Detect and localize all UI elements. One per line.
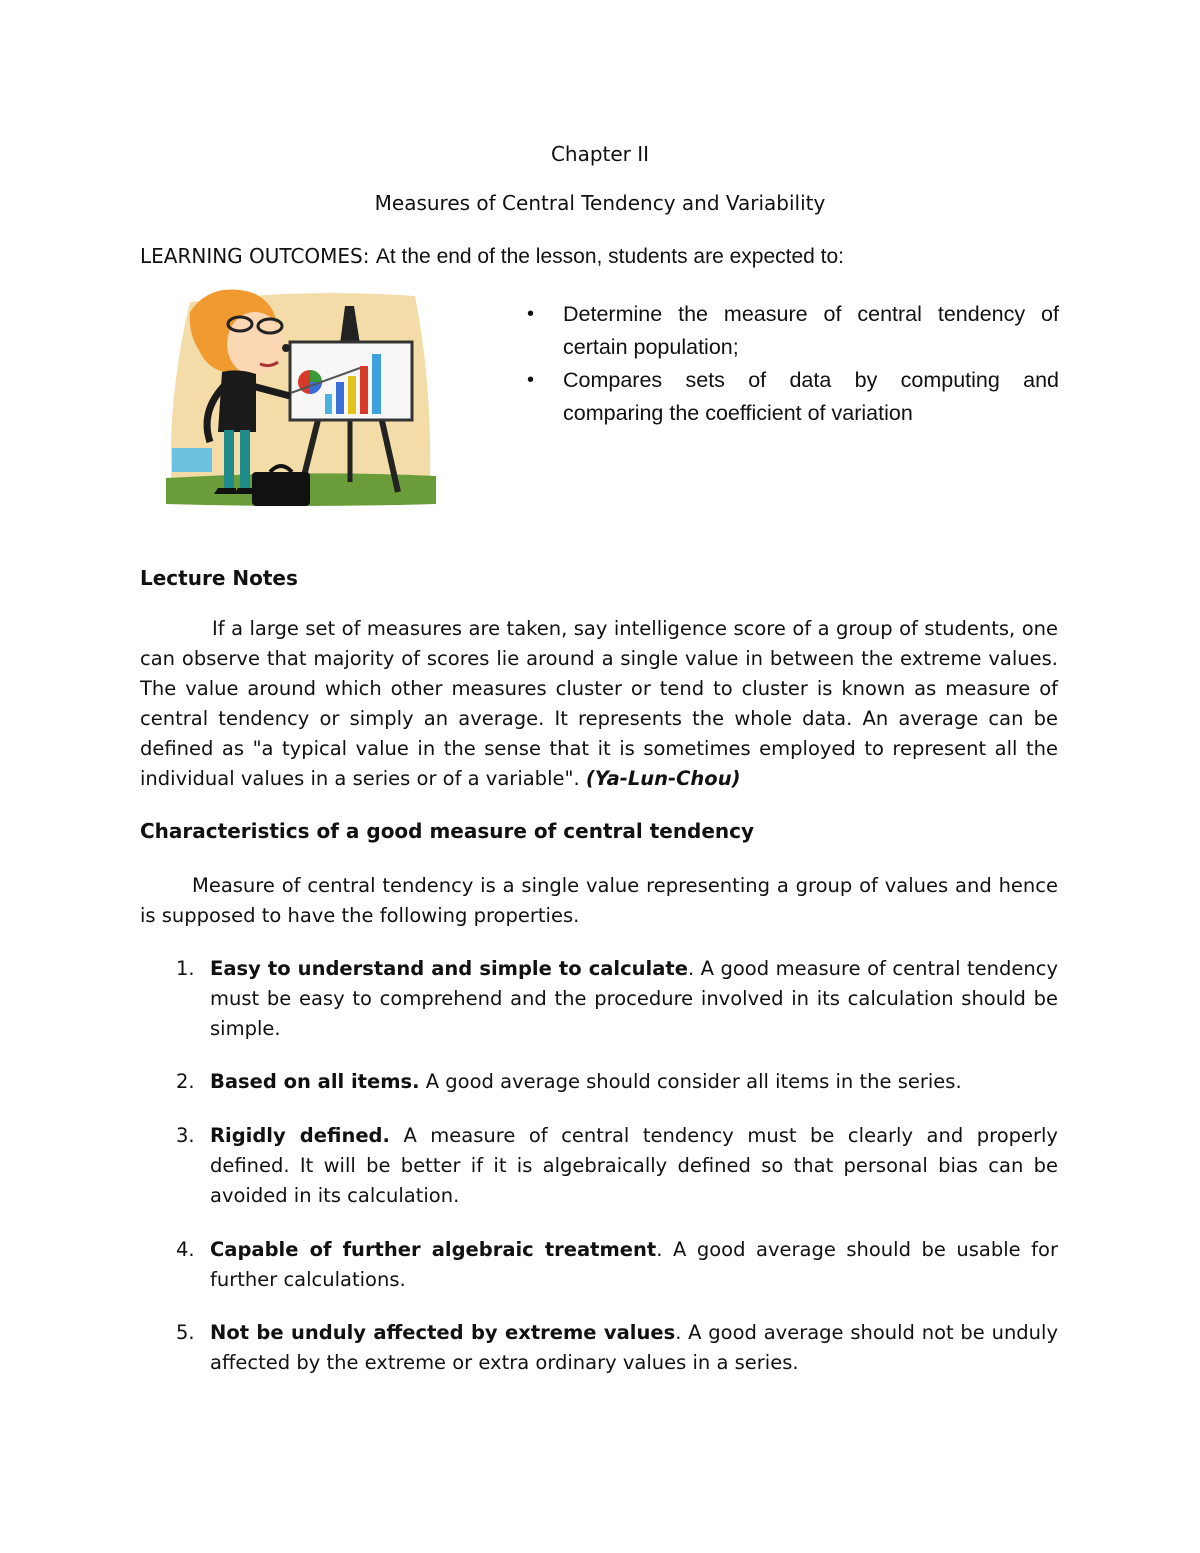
learning-outcomes-line <box>140 244 844 269</box>
list-item-body: A measure of central tendency must be clearly and properly defined. It will be better if it is algebraically defined so that personal bias can be avoided in its calculation. <box>210 1124 1058 1207</box>
list-item-number: 2. <box>176 1070 195 1093</box>
learning-outcomes-label: LEARNING OUTCOMES: <box>140 244 370 268</box>
list-item-body: . A good measure of central tendency must be easy to comprehend and the procedure involved in its calculation should be simple. <box>210 957 1058 1040</box>
characteristics-heading: Characteristics of a good measure of central tendency <box>140 819 755 843</box>
list-item-title: Capable of further algebraic treatment <box>210 1238 657 1261</box>
list-item-text <box>210 1121 1058 1211</box>
list-item-number: 1. <box>176 957 195 980</box>
lecture-notes-citation: (Ya-Lun-Chou) <box>585 767 741 790</box>
teacher-presenting-chart-illustration <box>160 282 440 514</box>
list-item-body: . A good average should be usable for further calculations. <box>210 1238 1058 1291</box>
list-item-text <box>210 1235 1058 1295</box>
lecture-notes-heading: Lecture Notes <box>140 566 298 590</box>
list-item-number: 4. <box>176 1238 195 1261</box>
characteristics-intro: Measure of central tendency is a single value representing a group of values and hence is supposed to have the following properties. <box>140 874 1058 927</box>
list-item-text <box>210 954 1058 1044</box>
list-item-text <box>210 1067 1058 1097</box>
learning-outcome-item: • Determine the measure of central tendency of certain population; <box>527 298 1059 364</box>
list-item-title: Easy to understand and simple to calculate <box>210 957 688 980</box>
list-item-title: Based on all items. <box>210 1070 420 1093</box>
list-item-body: A good average should consider all items in the series. <box>419 1070 962 1093</box>
list-item-number: 5. <box>176 1321 195 1344</box>
list-item-text <box>210 1318 1058 1378</box>
learning-outcomes-intro: At the end of the lesson, students are expected to: <box>375 245 845 268</box>
chapter-label: Chapter II <box>550 142 650 166</box>
list-item-title: Not be unduly affected by extreme values <box>210 1321 676 1344</box>
chapter-title: Measures of Central Tendency and Variability <box>374 191 826 215</box>
learning-outcomes-list <box>527 298 1059 430</box>
list-item-title: Rigidly defined. <box>210 1124 390 1147</box>
list-item-number: 3. <box>176 1124 195 1147</box>
learning-outcome-item: • Compares sets of data by computing and comparing the coefficient of variation <box>527 364 1059 430</box>
lecture-notes-paragraph <box>140 614 1058 794</box>
list-item-body: . A good average should not be unduly affected by the extreme or extra ordinary values in a series. <box>210 1321 1058 1374</box>
lecture-notes-text: If a large set of measures are taken, say intelligence score of a group of students, one can observe that majority of scores lie around a single value in between the extreme values. The value around which other measures cluster or tend to cluster is known as measure of central tendency or simply an average. It represents the whole data. An average can be defined as "a typical value in the sense that it is sometimes employed to represent all the individual values in a series or of a variable". <box>140 617 1058 790</box>
